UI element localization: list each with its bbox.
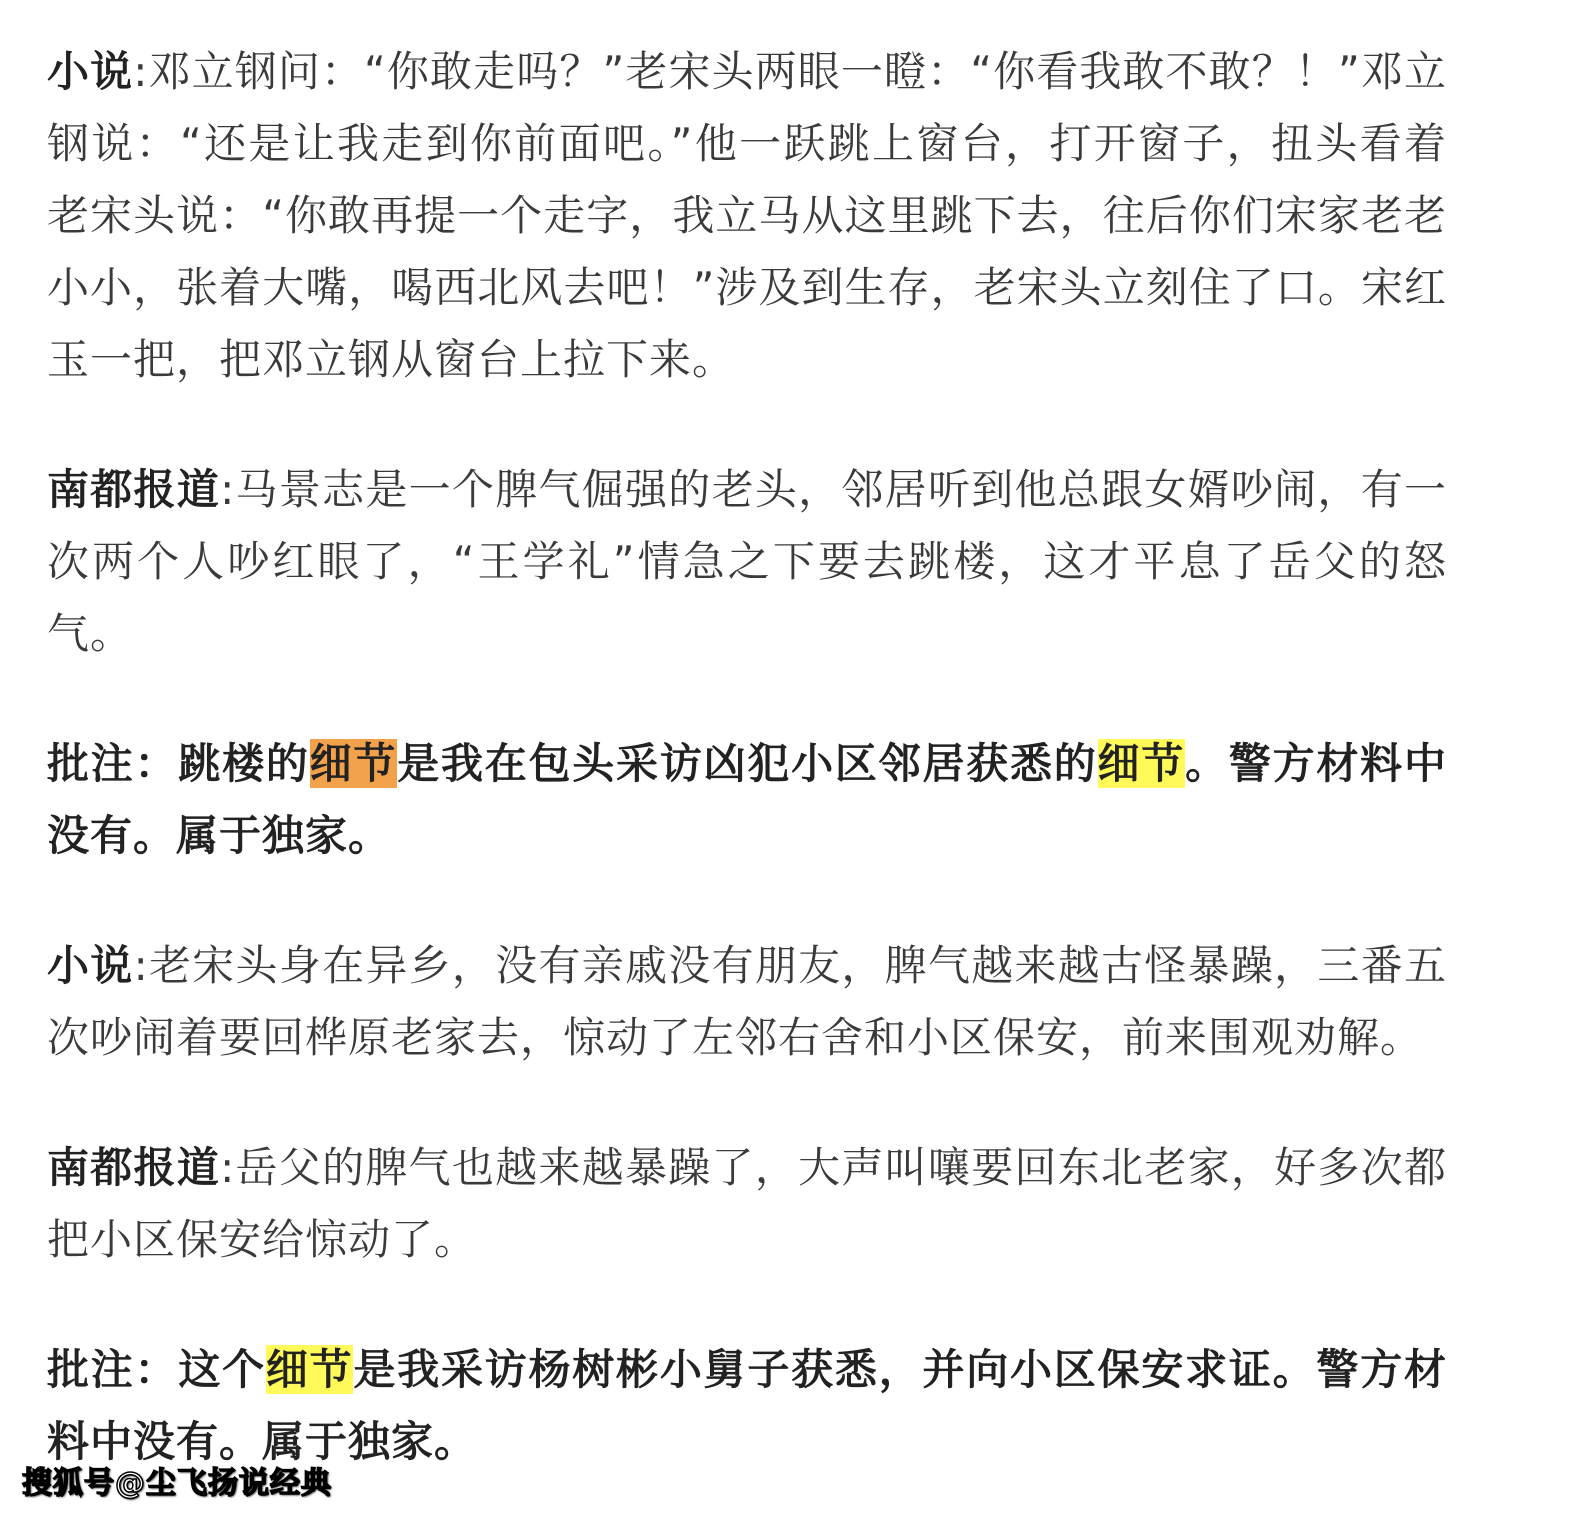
watermark: 搜狐号@尘飞扬说经典 [22,1466,332,1501]
paragraph-report-1 [47,454,1447,670]
source-label: 南都报道 [47,465,221,514]
source-label: 小说 [47,47,134,96]
paragraph-text: 岳父的脾气也越来越暴躁了，大声叫嚷要回东北老家，好多次都把小区保安给惊动了。 [47,1143,1447,1264]
label-separator: : [220,1143,236,1192]
highlight-yellow: 细节 [1097,739,1186,788]
source-label: 南都报道 [47,1143,221,1192]
label-separator: : [133,941,149,990]
annotation-2 [47,1334,1447,1478]
paragraph-text: 老宋头身在异乡，没有亲戚没有朋友，脾气越来越古怪暴躁，三番五次吵闹着要回桦原老家去，惊动了左邻右舍和小区保安，前来围观劝解。 [47,941,1447,1062]
source-label: 小说 [47,941,134,990]
article-body [47,36,1447,1536]
paragraph-novel-1 [47,36,1447,396]
highlight-yellow: 细节 [265,1345,354,1394]
annotation-text: 批注：这个 [47,1345,266,1394]
label-separator: : [133,47,149,96]
paragraph-text: 马景志是一个脾气倔强的老头，邻居听到他总跟女婿吵闹，有一次两个人吵红眼了，“王学礼”情急之下要去跳楼，这才平息了岳父的怒气。 [47,465,1447,658]
annotation-text: 。警方材料中没有。属于独家。 [47,739,1447,860]
annotation-text: 批注：跳楼的 [47,739,310,788]
annotation-text: 是我采访杨树彬小舅子获悉，并向小区保安求证。警方材料中没有。属于独家。 [47,1345,1447,1466]
paragraph-text: 邓立钢问：“你敢走吗？”老宋头两眼一瞪：“你看我敢不敢？！”邓立钢说：“还是让我走到你前面吧。”他一跃跳上窗台，打开窗子，扭头看着老宋头说：“你敢再提一个走字，我立马从这里跳下去，往后你们宋家老老小小，张着大嘴，喝西北风去吧！”涉及到生存，老宋头立刻住了口。宋红玉一把，把邓立钢从窗台上拉下来。 [47,47,1447,384]
annotation-1 [47,728,1447,872]
annotation-text: 是我在包头采访凶犯小区邻居获悉的 [397,739,1098,788]
paragraph-novel-2 [47,930,1447,1074]
label-separator: : [220,465,236,514]
paragraph-report-2 [47,1132,1447,1276]
highlight-orange: 细节 [309,739,398,788]
